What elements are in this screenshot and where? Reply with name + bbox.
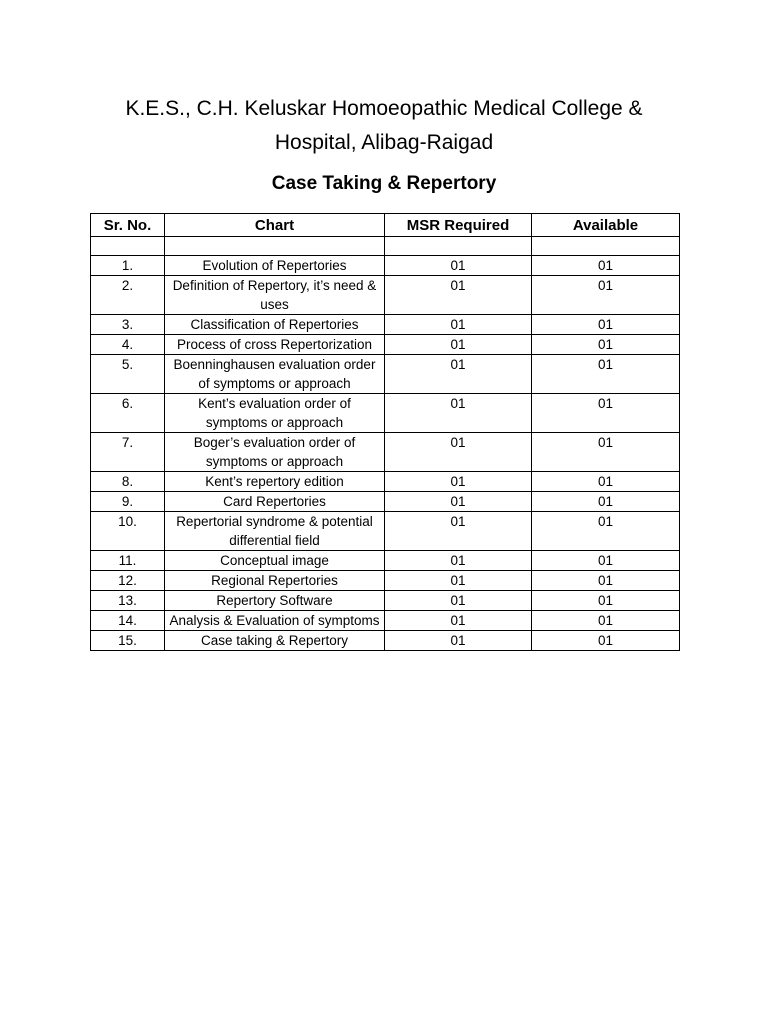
msr-required-cell: 01 xyxy=(385,335,532,355)
msr-required-cell: 01 xyxy=(385,571,532,591)
sr-no-cell: 12. xyxy=(91,571,165,591)
msr-required-cell: 01 xyxy=(385,551,532,571)
chart-name-cell: Repertory Software xyxy=(165,591,385,611)
table-cell-empty xyxy=(385,237,532,256)
available-cell: 01 xyxy=(532,611,680,631)
chart-name-cell: Definition of Repertory, it’s need & uses xyxy=(165,276,385,315)
available-cell: 01 xyxy=(532,492,680,512)
header-msr-required: MSR Required xyxy=(385,214,532,237)
sr-no-cell: 9. xyxy=(91,492,165,512)
available-cell: 01 xyxy=(532,433,680,472)
available-cell: 01 xyxy=(532,276,680,315)
table-row-empty xyxy=(91,237,680,256)
table-row xyxy=(91,571,680,591)
chart-name-cell: Analysis & Evaluation of symptoms xyxy=(165,611,385,631)
chart-name-cell: Kent’s repertory edition xyxy=(165,472,385,492)
chart-name-cell: Boger’s evaluation order of symptoms or approach xyxy=(165,433,385,472)
sr-no-cell: 2. xyxy=(91,276,165,315)
institution-line-1: K.E.S., C.H. Keluskar Homoeopathic Medical College & xyxy=(125,97,643,120)
chart-name-cell: Regional Repertories xyxy=(165,571,385,591)
table-row xyxy=(91,631,680,651)
available-cell: 01 xyxy=(532,591,680,611)
sr-no-cell: 13. xyxy=(91,591,165,611)
table-row xyxy=(91,492,680,512)
available-cell: 01 xyxy=(532,256,680,276)
header-sr-no: Sr. No. xyxy=(91,214,165,237)
msr-required-cell: 01 xyxy=(385,591,532,611)
available-cell: 01 xyxy=(532,355,680,394)
table-row xyxy=(91,591,680,611)
msr-required-cell: 01 xyxy=(385,631,532,651)
available-cell: 01 xyxy=(532,394,680,433)
table-row xyxy=(91,335,680,355)
table-row xyxy=(91,256,680,276)
sr-no-cell: 6. xyxy=(91,394,165,433)
available-cell: 01 xyxy=(532,335,680,355)
msr-required-cell: 01 xyxy=(385,355,532,394)
table-header-row xyxy=(91,214,680,237)
chart-name-cell: Case taking & Repertory xyxy=(165,631,385,651)
sr-no-cell: 1. xyxy=(91,256,165,276)
available-cell: 01 xyxy=(532,571,680,591)
table-row xyxy=(91,611,680,631)
sr-no-cell: 15. xyxy=(91,631,165,651)
sr-no-cell: 5. xyxy=(91,355,165,394)
available-cell: 01 xyxy=(532,631,680,651)
available-cell: 01 xyxy=(532,315,680,335)
table-cell-empty xyxy=(91,237,165,256)
table-row xyxy=(91,512,680,551)
available-cell: 01 xyxy=(532,472,680,492)
sr-no-cell: 3. xyxy=(91,315,165,335)
sr-no-cell: 11. xyxy=(91,551,165,571)
table-row xyxy=(91,315,680,335)
table-row xyxy=(91,551,680,571)
sr-no-cell: 8. xyxy=(91,472,165,492)
table-body xyxy=(91,237,680,651)
chart-requirements-table xyxy=(90,213,680,651)
chart-name-cell: Repertorial syndrome & potential differential field xyxy=(165,512,385,551)
msr-required-cell: 01 xyxy=(385,394,532,433)
sr-no-cell: 4. xyxy=(91,335,165,355)
msr-required-cell: 01 xyxy=(385,472,532,492)
chart-name-cell: Process of cross Repertorization xyxy=(165,335,385,355)
table-row xyxy=(91,433,680,472)
msr-required-cell: 01 xyxy=(385,492,532,512)
table-row xyxy=(91,355,680,394)
header-chart: Chart xyxy=(165,214,385,237)
table-row xyxy=(91,394,680,433)
chart-name-cell: Kent’s evaluation order of symptoms or approach xyxy=(165,394,385,433)
msr-required-cell: 01 xyxy=(385,433,532,472)
chart-name-cell: Classification of Repertories xyxy=(165,315,385,335)
available-cell: 01 xyxy=(532,551,680,571)
available-cell: 01 xyxy=(532,512,680,551)
table-cell-empty xyxy=(532,237,680,256)
institution-heading xyxy=(60,92,708,160)
chart-name-cell: Conceptual image xyxy=(165,551,385,571)
msr-required-cell: 01 xyxy=(385,512,532,551)
sr-no-cell: 10. xyxy=(91,512,165,551)
header-available: Available xyxy=(532,214,680,237)
table-cell-empty xyxy=(165,237,385,256)
chart-name-cell: Evolution of Repertories xyxy=(165,256,385,276)
msr-required-cell: 01 xyxy=(385,276,532,315)
msr-required-cell: 01 xyxy=(385,315,532,335)
sr-no-cell: 7. xyxy=(91,433,165,472)
table-row xyxy=(91,276,680,315)
chart-name-cell: Boenninghausen evaluation order of symptoms or approach xyxy=(165,355,385,394)
msr-required-cell: 01 xyxy=(385,256,532,276)
msr-required-cell: 01 xyxy=(385,611,532,631)
sr-no-cell: 14. xyxy=(91,611,165,631)
table-row xyxy=(91,472,680,492)
institution-line-2: Hospital, Alibag-Raigad xyxy=(274,131,494,154)
subject-title: Case Taking & Repertory xyxy=(271,173,497,194)
chart-name-cell: Card Repertories xyxy=(165,492,385,512)
